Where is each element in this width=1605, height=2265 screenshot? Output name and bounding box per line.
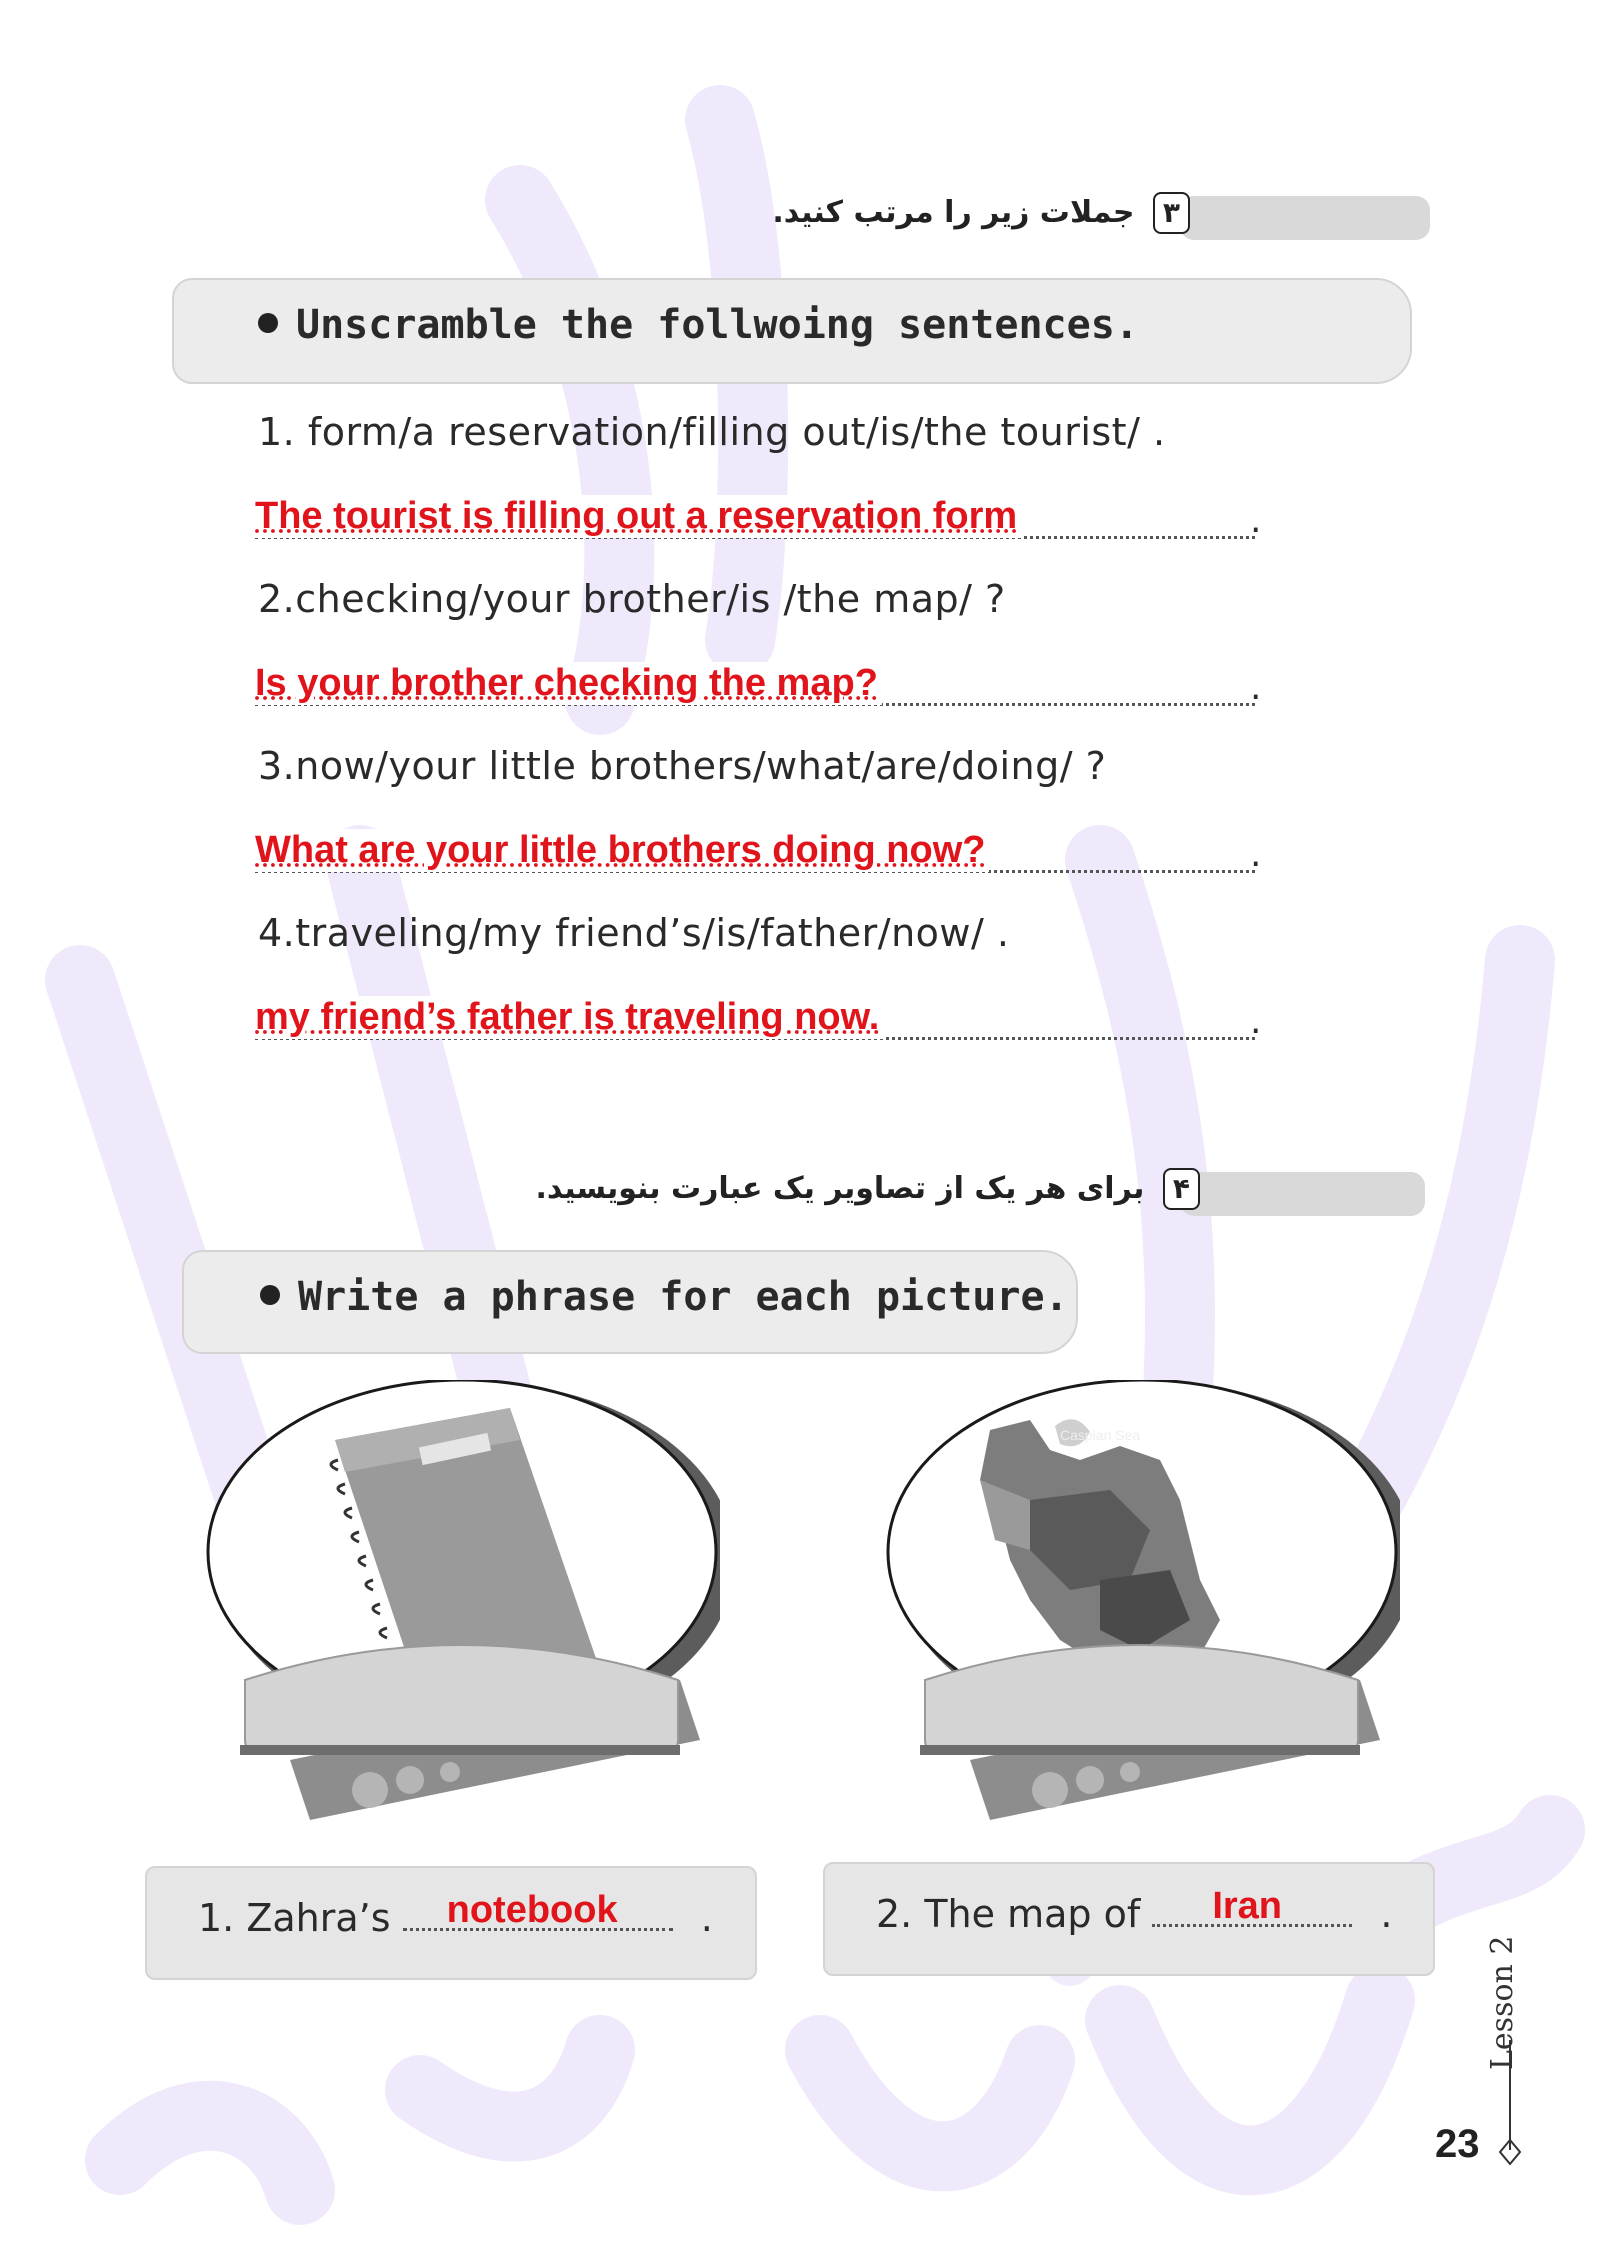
section4-instruction: Write a phrase for each picture. — [260, 1274, 1069, 1320]
bullet-icon — [260, 1285, 280, 1305]
picture-2-map — [880, 1380, 1400, 1850]
picture-2-answer-line — [1152, 1885, 1352, 1927]
map-caspian-label: Caspian Sea — [1060, 1427, 1141, 1443]
page-number: 23 — [1435, 2122, 1480, 2166]
answer-line-4 — [255, 997, 1255, 1040]
line-end-2: . — [1250, 667, 1262, 708]
section4-header-strip — [1180, 1172, 1425, 1216]
section4-fa-title — [535, 1168, 1200, 1210]
question-3: 3.now/your little brothers/what/are/doing/ ? — [258, 744, 1107, 788]
line-end-3: . — [1250, 834, 1262, 875]
answer-line-3 — [255, 830, 1255, 873]
lesson-label: Lesson 2 — [1485, 1935, 1520, 2070]
picture-1-answer-text: notebook — [446, 1889, 618, 1931]
section3-fa-title-text: جملات زیر را مرتب کنید. — [772, 195, 1135, 230]
line-end-4: . — [1250, 1001, 1262, 1042]
bullet-icon — [258, 313, 278, 333]
section3-fa-title — [772, 192, 1190, 234]
section4-number-badge: ۴ — [1163, 1168, 1200, 1210]
answer-line-2 — [255, 663, 1255, 706]
question-2: 2.checking/your brother/is /the map/ ? — [258, 577, 1006, 621]
section4-fa-title-text: برای هر یک از تصاویر یک عبارت بنویسید. — [535, 1171, 1145, 1206]
answer-2: Is your brother checking the map? — [255, 662, 882, 705]
answer-4: my friend’s father is traveling now. — [255, 996, 883, 1039]
line-end-1: . — [1250, 500, 1262, 541]
question-4: 4.traveling/my friend’s/is/father/now/ . — [258, 911, 1010, 955]
page-divider-icon — [1490, 2040, 1530, 2170]
answer-3: What are your little brothers doing now? — [255, 829, 989, 872]
question-1: 1. form/a reservation/filling out/is/the tourist/ . — [258, 410, 1166, 454]
picture-1-answer: 1. Zahra’s notebook . — [198, 1889, 713, 1940]
section3-number-badge: ۳ — [1153, 192, 1190, 234]
section3-instruction: Unscramble the follwoing sentences. — [258, 302, 1139, 348]
answer-line-1 — [255, 496, 1255, 539]
picture-1-notebook — [200, 1380, 720, 1850]
picture-1-answer-line — [403, 1889, 673, 1931]
section3-header-strip — [1180, 196, 1430, 240]
picture-2-answer: 2. The map of Iran . — [876, 1885, 1393, 1936]
answer-1: The tourist is filling out a reservation form — [255, 495, 1021, 538]
picture-2-answer-text: Iran — [1212, 1885, 1283, 1927]
